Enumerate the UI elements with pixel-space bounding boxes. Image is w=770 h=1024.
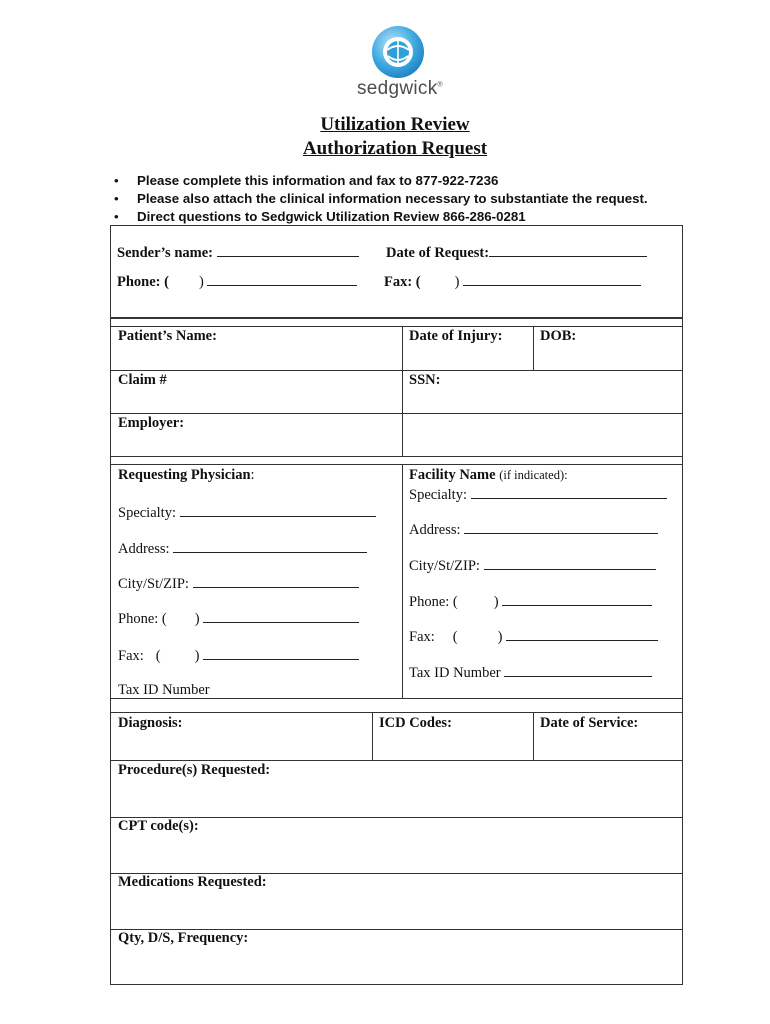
facility-tax-id-label: Tax ID Number <box>409 664 652 682</box>
qty-ds-frequency-label: Qty, D/S, Frequency: <box>118 930 249 946</box>
requesting-physician-label: Requesting Physician: <box>118 467 255 483</box>
physician-address-label: Address: <box>118 540 367 558</box>
cpt-codes-label: CPT code(s): <box>118 818 199 834</box>
sender-phone-label: Phone: ( ) <box>117 273 357 291</box>
physician-phone-field[interactable] <box>203 610 359 623</box>
medications-requested-label: Medications Requested: <box>118 874 267 890</box>
physician-address-field[interactable] <box>173 540 367 553</box>
date-of-service-label: Date of Service: <box>540 715 639 731</box>
physician-phone-label: Phone: ( ) <box>118 610 359 628</box>
facility-address-label: Address: <box>409 521 658 539</box>
senders-name-field[interactable] <box>217 244 359 257</box>
date-of-request-label: Date of Request: <box>386 244 647 262</box>
sender-fax-label: Fax: ( ) <box>384 273 641 291</box>
instruction-questions: • Direct questions to Sedgwick Utilization Review 866-286-0281 <box>110 208 648 226</box>
physician-fax-label: Fax: ( ) <box>118 647 359 665</box>
procedures-requested-label: Procedure(s) Requested: <box>118 762 271 778</box>
facility-name-label: Facility Name (if indicated): <box>409 467 568 483</box>
instruction-fax: • Please complete this information and fax to 877-922-7236 <box>110 172 648 190</box>
patient-name-label: Patient’s Name: <box>118 328 217 344</box>
facility-phone-label: Phone: ( ) <box>409 593 652 611</box>
physician-city-field[interactable] <box>193 575 359 588</box>
claim-number-label: Claim # <box>118 372 167 388</box>
date-of-request-field[interactable] <box>489 244 647 257</box>
date-of-injury-label: Date of Injury: <box>409 328 503 344</box>
sedgwick-wordmark: sedgwick® <box>356 78 443 99</box>
facility-phone-field[interactable] <box>502 593 652 606</box>
form-title: Utilization Review <box>320 114 470 135</box>
employer-label: Employer: <box>118 415 185 431</box>
sender-section <box>110 225 683 318</box>
icd-codes-label: ICD Codes: <box>379 715 452 731</box>
diagnosis-label: Diagnosis: <box>118 715 183 731</box>
instruction-attach: • Please also attach the clinical information necessary to substantiate the request. <box>110 190 648 208</box>
ssn-label: SSN: <box>409 372 441 388</box>
facility-city-label: City/St/ZIP: <box>409 557 656 575</box>
physician-specialty-field[interactable] <box>180 504 376 517</box>
physician-tax-id-label: Tax ID Number <box>118 682 210 698</box>
physician-specialty-label: Specialty: <box>118 504 376 522</box>
instruction-list <box>110 172 648 226</box>
form-subtitle: Authorization Request <box>302 138 488 159</box>
facility-specialty-label: Specialty: <box>409 486 667 504</box>
sender-fax-field[interactable] <box>463 273 641 286</box>
facility-fax-field[interactable] <box>506 628 658 641</box>
facility-city-field[interactable] <box>484 557 656 570</box>
dob-label: DOB: <box>540 328 577 344</box>
physician-city-label: City/St/ZIP: <box>118 575 359 593</box>
physician-fax-field[interactable] <box>203 647 359 660</box>
facility-tax-id-field[interactable] <box>504 664 652 677</box>
senders-name-label: Sender’s name: <box>117 244 359 262</box>
facility-fax-label: Fax: ( ) <box>409 628 658 646</box>
facility-address-field[interactable] <box>464 521 658 534</box>
facility-specialty-field[interactable] <box>471 486 667 499</box>
sender-phone-field[interactable] <box>207 273 357 286</box>
